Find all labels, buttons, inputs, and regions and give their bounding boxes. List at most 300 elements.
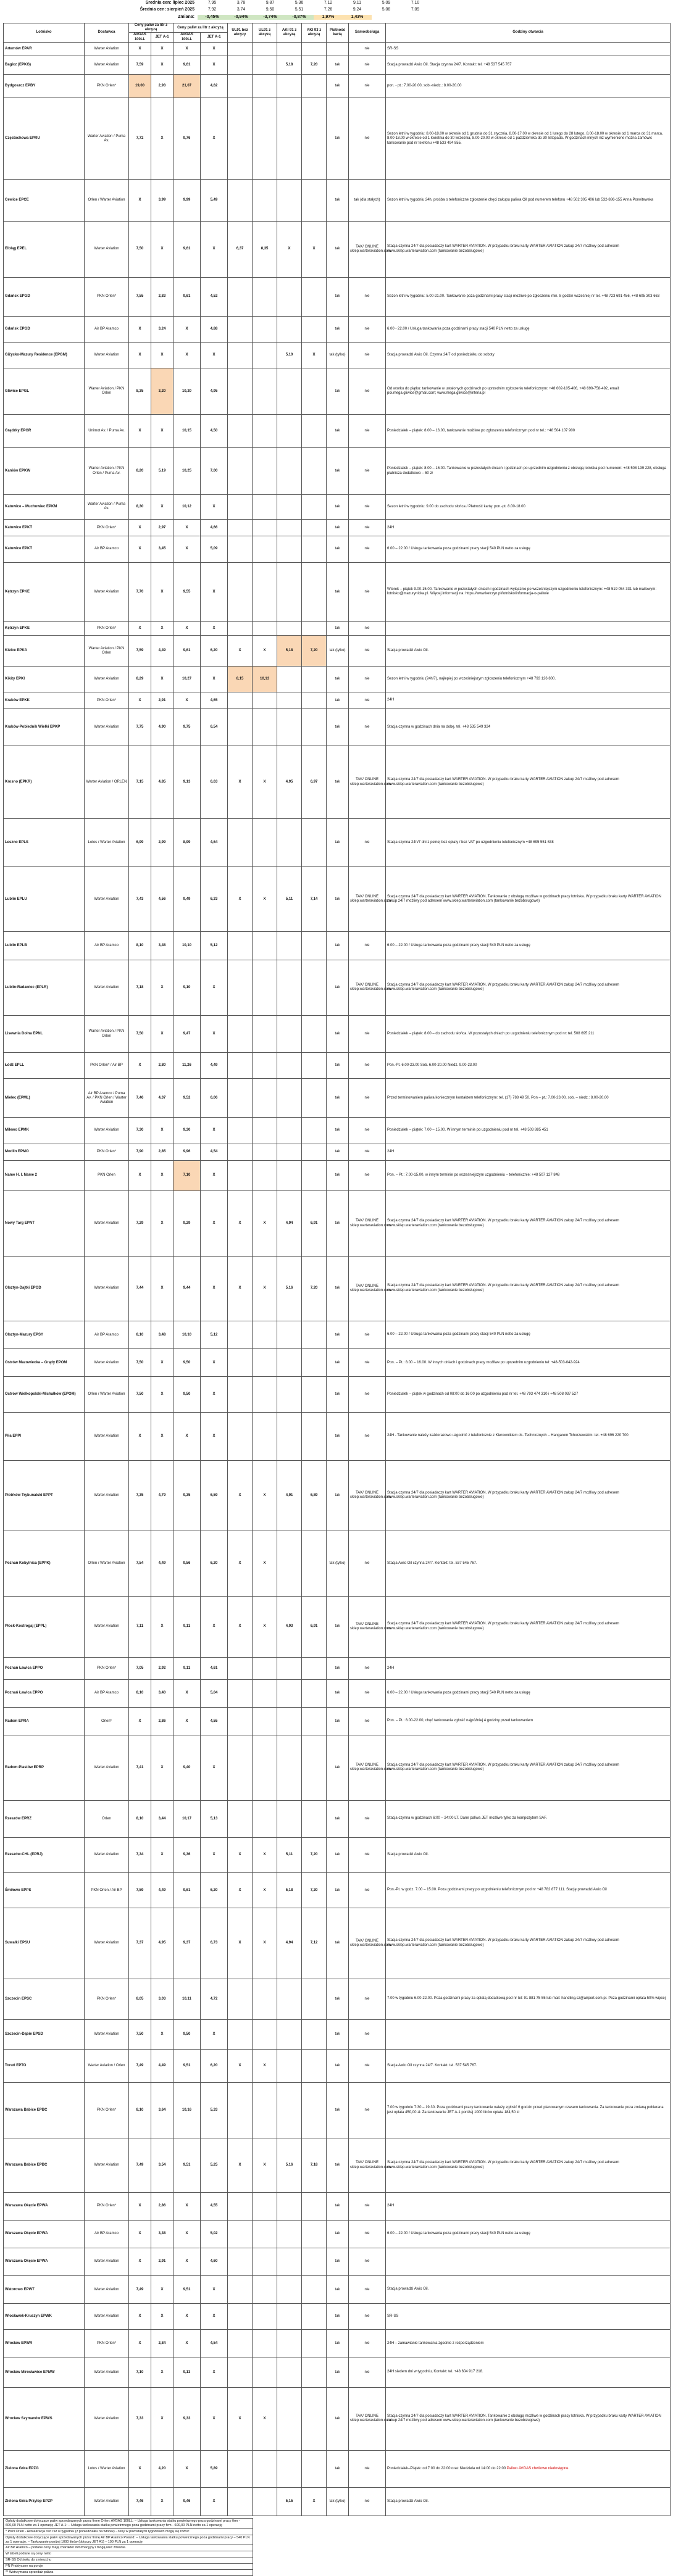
price-cell: X	[228, 1908, 253, 1979]
supplier-name: PKN Orlen	[85, 1160, 129, 1191]
opening-hours-text: 24H	[387, 1666, 395, 1670]
price-cell: X	[173, 2451, 201, 2488]
price-cell: 9,40	[173, 1735, 201, 1800]
price-cell: tak	[327, 621, 349, 636]
price-cell	[228, 56, 253, 75]
summary-value: -0,94%	[227, 15, 256, 20]
supplier-name: Warter Aviation / PKN Orlen	[85, 368, 129, 414]
price-cell	[228, 98, 253, 180]
price-cell: 5,11	[277, 867, 302, 932]
table-row	[4, 709, 671, 746]
price-cell	[302, 1708, 327, 1735]
price-cell: tak (tylko)	[327, 2488, 349, 2516]
price-cell: 2,91	[151, 2248, 173, 2276]
price-cell: 9,61	[173, 636, 201, 667]
price-cell: X	[151, 1256, 173, 1321]
table-row	[4, 2304, 671, 2330]
supplier-name: Warter Aviation	[85, 562, 129, 621]
price-cell: 7,50	[129, 1349, 151, 1377]
price-cell	[253, 415, 277, 448]
price-cell: X	[129, 342, 151, 368]
price-cell: TAK/ ONLINE sklep.warteraviation.com	[349, 1191, 386, 1256]
table-row	[4, 1079, 671, 1118]
opening-hours	[386, 520, 671, 536]
price-cell: nie	[349, 932, 386, 960]
opening-hours-text: Poniedziałek – piątek: 8:00 – 16:00. Tankowanie w pozostałych dniach i godzinach po uprzednim uzgodnieniu z obsługą lotniska pod numerem: +48 508 139 228, obsługa płatnicza dodatkowo – 50 zł	[387, 467, 667, 475]
header-ul91-excise: UL91 z akcyzą	[253, 23, 277, 43]
price-cell	[228, 1412, 253, 1460]
opening-hours	[386, 1144, 671, 1160]
supplier-name: Warter Aviation	[85, 1349, 129, 1377]
price-cell	[302, 2248, 327, 2276]
summary-value: 7,10	[411, 1, 420, 6]
supplier-name: Air BP Aramco	[85, 536, 129, 562]
footnote-text: * PKN Orlen - Aktualizacja cen raz w tygodniu (z poniedziałku na wtorek) - ceny w pozostałych tygodniach mogą się różnić	[4, 2528, 253, 2535]
price-cell	[302, 2276, 327, 2304]
table-row	[4, 1118, 671, 1144]
price-cell: X	[201, 1256, 228, 1321]
airport-name: Kraków-Pobiednik Wielki EPKP	[4, 709, 85, 746]
price-cell: X	[228, 1460, 253, 1531]
price-cell	[228, 2192, 253, 2220]
price-cell: 9,61	[173, 1873, 201, 1908]
opening-hours-text: 24H - Tankowanie należy każdorazowo uzgodnić z telefonicznie z Kierownikiem ds. Technicznych – Hangarem Tchorzewskim: tel. +48 696 220 700	[387, 1434, 629, 1438]
opening-hours	[386, 98, 671, 180]
price-cell: 4,94	[277, 1908, 302, 1979]
airport-name: Warszawa Babice EPBC	[4, 2138, 85, 2192]
price-cell	[228, 709, 253, 746]
price-cell: X	[228, 1837, 253, 1872]
opening-hours-text: Stacja czynna 24h/7 dni z pełnej bez opłaty / bez VAT po uzgodnieniu telefonicznym +48 695 551 638	[387, 840, 554, 844]
price-cell	[228, 1160, 253, 1191]
price-cell	[277, 98, 302, 180]
opening-hours-text: Stacja czynna 24/7 dla posiadaczy kart WARTER AVIATION. W przypadku braku karty WARTER AVIATION zakup 24/7 możliwy pod adresem www.sklep.warteraviation.com (tankowanie bezobsługowe)	[387, 1938, 619, 1947]
opening-hours	[386, 636, 671, 667]
fuel-price-table	[3, 23, 671, 2516]
footnote-text: SR-SS Od świtu do zmierzchu	[4, 2557, 253, 2564]
price-cell	[277, 2083, 302, 2138]
price-cell	[302, 1053, 327, 1079]
supplier-name: PKN Orlen*	[85, 1657, 129, 1679]
opening-hours	[386, 867, 671, 932]
price-cell: 2,92	[151, 1657, 173, 1679]
price-cell: X	[151, 42, 173, 56]
opening-hours-text: Stacja czynna 24/7 dla posiadaczy kart WARTER AVIATION. W przypadku braku karty WARTER AVIATION zakup 24/7 możliwy pod adresem www.sklep.warteraviation.com (tankowanie bezobsługowe)	[387, 1763, 619, 1772]
supplier-name: Warter Aviation	[85, 1412, 129, 1460]
price-cell	[277, 2192, 302, 2220]
opening-hours	[386, 2138, 671, 2192]
price-cell: tak	[327, 1015, 349, 1052]
opening-hours	[386, 316, 671, 342]
price-cell: 10,13	[253, 667, 277, 692]
price-cell	[302, 2220, 327, 2248]
price-cell: nie	[349, 1412, 386, 1460]
price-cell: 5,16	[277, 1256, 302, 1321]
table-row	[4, 98, 671, 180]
footnote-text: Opłaty dodatkowe dotyczące paliw sprzedawanych przez firmę Orlen: AVGAS 100LL: – Usługa tankowania statku powietrznego poza godzinami pracy firm - 600,00 PLN netto za 1 operację JET A-1: – Usługa tankowania statku powietrznego poza godzinami pracy firm - 600,00 PLN netto za 1 operację	[4, 2519, 253, 2529]
price-cell: tak	[327, 1412, 349, 1460]
opening-hours-text: SR-SS	[387, 2314, 399, 2319]
supplier-name: PKN Orlen*	[85, 75, 129, 98]
price-cell: 10,25	[173, 448, 201, 494]
supplier-name: Warter Aviation	[85, 1118, 129, 1144]
price-cell: X	[151, 342, 173, 368]
opening-hours-text: Poniedziałek–Piątek: od 7:00 do 22:00 oraz Niedziela od 14:00 do 22:00	[387, 2466, 506, 2470]
price-cell: 7,41	[129, 1735, 151, 1800]
price-cell: 4,95	[277, 746, 302, 818]
price-cell	[277, 1349, 302, 1377]
airport-name: Częstochowa EPRU	[4, 98, 85, 180]
opening-hours	[386, 448, 671, 494]
table-row	[4, 2138, 671, 2192]
summary-value: 9,87	[265, 1, 275, 6]
price-cell: X	[173, 2248, 201, 2276]
price-cell	[228, 932, 253, 960]
price-cell: 7,18	[302, 2138, 327, 2192]
price-cell: 7,20	[302, 56, 327, 75]
price-cell: nie	[349, 1708, 386, 1735]
price-cell: 2,86	[151, 2192, 173, 2220]
opening-hours	[386, 2304, 671, 2330]
price-cell: 10,11	[173, 1979, 201, 2019]
price-cell	[228, 180, 253, 222]
price-cell	[253, 2019, 277, 2049]
summary-value: 9,50	[265, 7, 275, 12]
price-cell: X	[201, 2276, 228, 2304]
price-cell: tak	[327, 1735, 349, 1800]
supplier-name: Warter Aviation	[85, 1735, 129, 1800]
price-cell: nie	[349, 1321, 386, 1349]
price-cell	[302, 448, 327, 494]
price-cell: tak	[327, 1321, 349, 1349]
footnote-text: Air BP Aramco – podane ceny mają charakter informacyjny i mogą ulec zmianie.	[4, 2545, 253, 2551]
price-cell: tak	[327, 1873, 349, 1908]
opening-hours	[386, 2330, 671, 2358]
table-row	[4, 180, 671, 222]
opening-hours	[386, 746, 671, 818]
opening-hours-text: 24H	[387, 2204, 395, 2208]
opening-hours	[386, 1053, 671, 1079]
price-cell: X	[253, 1837, 277, 1872]
price-cell	[277, 1800, 302, 1837]
price-cell: tak	[327, 667, 349, 692]
price-cell	[277, 2248, 302, 2276]
opening-hours-text: Stacja czynna 24/7 dla posiadaczy kart WARTER AVIATION. Tankowanie z obsługą możliwe w godzinach pracy lotniska. W przypadku braku karty WARTER AVIATION zakup 24/7 możliwy pod adresem www.sklep.warteraviation.com (tankowanie bezobsługowe)	[387, 2414, 661, 2423]
price-cell: X	[151, 1118, 173, 1144]
price-cell	[302, 932, 327, 960]
price-cell: 10,27	[173, 667, 201, 692]
opening-hours	[386, 1531, 671, 1596]
opening-hours	[386, 1377, 671, 1412]
price-cell	[302, 1679, 327, 1707]
summary-value: 5,51	[295, 7, 304, 12]
price-cell: nie	[349, 1160, 386, 1191]
price-cell: nie	[349, 98, 386, 180]
airport-name: Piotrków Trybunalski EPPT	[4, 1460, 85, 1531]
price-cell: 4,94	[277, 1191, 302, 1256]
price-cell: X	[228, 867, 253, 932]
opening-hours	[386, 1191, 671, 1256]
price-cell: 7,75	[129, 709, 151, 746]
price-cell	[277, 2358, 302, 2387]
airport-name: Ostrów Wielkopolski-Michałków (EPOM)	[4, 1377, 85, 1412]
price-cell	[253, 1657, 277, 1679]
price-cell: 2,97	[151, 520, 173, 536]
table-row	[4, 316, 671, 342]
price-cell: 3,44	[151, 1800, 173, 1837]
price-cell: X	[173, 342, 201, 368]
price-cell	[302, 2019, 327, 2049]
price-cell: nie	[349, 818, 386, 866]
supplier-name: Warter Aviation / ORLEN	[85, 746, 129, 818]
price-cell: 8,35	[253, 222, 277, 277]
table-row	[4, 562, 671, 621]
price-cell: 6,91	[302, 1191, 327, 1256]
price-cell: nie	[349, 1015, 386, 1052]
opening-hours	[386, 56, 671, 75]
price-cell: 5,89	[201, 2451, 228, 2488]
supplier-name: PKN Orlen / Air BP	[85, 1873, 129, 1908]
price-cell: 5,18	[277, 636, 302, 667]
opening-hours-text: Stacja czynna 24/7 dla posiadaczy kart WARTER AVIATION. W przypadku braku karty WARTER AVIATION zakup 24/7 możliwy pod adresem www.sklep.warteraviation.com (tankowanie bezobsługowe)	[387, 1284, 619, 1292]
opening-hours	[386, 1908, 671, 1979]
opening-hours	[386, 1596, 671, 1657]
airport-name: Warszawa Babice EPBC	[4, 2083, 85, 2138]
supplier-name: Warter Aviation	[85, 1908, 129, 1979]
price-cell	[302, 1657, 327, 1679]
price-cell: nie	[349, 415, 386, 448]
opening-hours-text: Stacja czynna 24/7 dla posiadaczy kart WARTER AVIATION. W przypadku braku karty WARTER AVIATION zakup 24/7 możliwy pod adresem www.sklep.warteraviation.com (tankowanie bezobsługowe)	[387, 1490, 619, 1500]
price-cell	[228, 621, 253, 636]
price-cell	[228, 42, 253, 56]
price-cell	[302, 415, 327, 448]
price-cell: 3,40	[151, 1679, 173, 1707]
opening-hours-text: Stacja czynna 24/7 dla posiadaczy kart WARTER AVIATION. W przypadku braku karty WARTER AVIATION zakup 24/7 możliwy pod adresem www.sklep.warteraviation.com (tankowanie bezobsługowe)	[387, 778, 619, 786]
opening-hours	[386, 1873, 671, 1908]
price-cell: 19,00	[129, 75, 151, 98]
price-cell	[228, 368, 253, 414]
price-cell: 5,49	[201, 180, 228, 222]
supplier-name: Warter Aviation	[85, 1191, 129, 1256]
opening-hours-text: Stacja czynna w godzinach dnia na dobę, tel. +48 535 549 324	[387, 725, 490, 729]
price-cell: 9,50	[173, 1377, 201, 1412]
table-row	[4, 368, 671, 414]
price-cell: 7,70	[129, 562, 151, 621]
price-cell	[302, 1531, 327, 1596]
supplier-name: Warter Aviation	[85, 2488, 129, 2516]
price-cell: tak	[327, 2304, 349, 2330]
price-cell: 6,54	[201, 709, 228, 746]
price-cell: X	[129, 1708, 151, 1735]
header-ul91: UL91 bez akcyzy	[228, 23, 253, 43]
price-cell: nie	[349, 56, 386, 75]
price-cell: 6,20	[201, 636, 228, 667]
price-cell	[253, 2330, 277, 2358]
table-row	[4, 2019, 671, 2049]
opening-hours	[386, 1079, 671, 1118]
opening-hours-text: 6.00 – 22.00 / Usługa tankowania poza godzinami pracy stacji 540 PLN netto za usługę	[387, 1332, 530, 1337]
price-cell	[277, 1377, 302, 1412]
price-cell: 9,37	[173, 1908, 201, 1979]
price-cell: nie	[349, 2276, 386, 2304]
opening-hours-text: pon. - pt.: 7.00-20.00, sob.-niedz.: 8.00-20.00	[387, 83, 462, 88]
price-cell: 3,03	[151, 1979, 173, 2019]
footnote-text: Opłaty dodatkowe dotyczące paliw sprzedawanych przez firmę Air BP Aramco Poland: – Usługa tankowania statku powietrznego poza godzinami pracy – 540 PLN za 1 operację. – Tankowanie poniżej 1000 litrów (dotyczy JET A1) – 190 PLN za 1 operację	[4, 2535, 253, 2545]
price-cell: 10,12	[173, 494, 201, 520]
price-cell	[253, 2248, 277, 2276]
price-cell	[277, 932, 302, 960]
price-cell: tak	[327, 415, 349, 448]
table-row	[4, 818, 671, 866]
price-cell: X	[201, 2019, 228, 2049]
price-cell: tak	[327, 2138, 349, 2192]
price-cell: X	[129, 1412, 151, 1460]
price-cell: 4,49	[151, 2049, 173, 2082]
price-cell	[228, 1800, 253, 1837]
price-cell: tak	[327, 562, 349, 621]
airport-name: Radom EPRA	[4, 1708, 85, 1735]
summary-value: 7,92	[207, 7, 217, 12]
price-cell	[253, 1708, 277, 1735]
opening-hours-text: Pon.-Pt. w godz. 7.00 – 15.00. Poza godzinami pracy po uzgodnieniu telefonicznym pod nr +48 782 877 111. Stację prowadzi Awio Oil	[387, 1888, 607, 1892]
opening-hours-text: Pon. – Pt.: 8.00-22.00, chęć tankowania zgłosić najpóźniej 4 godziny przed tankowaniem	[387, 1719, 533, 1723]
price-cell: nie	[349, 1679, 386, 1707]
price-cell: X	[201, 621, 228, 636]
price-cell: 5,04	[201, 1679, 228, 1707]
opening-hours	[386, 494, 671, 520]
price-cell	[253, 56, 277, 75]
price-cell: tak	[327, 1118, 349, 1144]
airport-name: Suwałki EPSU	[4, 1908, 85, 1979]
price-cell: nie	[349, 1979, 386, 2019]
price-cell	[253, 98, 277, 180]
table-row	[4, 2488, 671, 2516]
opening-hours-text: Stacja czynna 24/7 dla posiadaczy kart WARTER AVIATION. W przypadku braku karty WARTER AVIATION zakup 24/7 możliwy pod adresem www.sklep.warteraviation.com (tankowanie bezobsługowe)	[387, 244, 619, 253]
price-cell	[302, 536, 327, 562]
price-cell	[228, 2358, 253, 2387]
price-cell	[302, 42, 327, 56]
price-cell: 7,12	[302, 1908, 327, 1979]
price-cell: 9,61	[173, 222, 201, 277]
opening-hours-text: Pon. – Pt.: 7.00-15.00, w innym terminie po wcześniejszym uzgodnieniu – telefonicznie: +48 507 127 848	[387, 1173, 560, 1178]
supplier-name: Air BP Aramco	[85, 316, 129, 342]
airport-name: Katowice – Muchowiec EPKM	[4, 494, 85, 520]
airport-name: Katowice EPKT	[4, 520, 85, 536]
price-cell: X	[151, 1349, 173, 1377]
price-cell	[302, 1160, 327, 1191]
price-cell: nie	[349, 2049, 386, 2082]
airport-name: Rzeszów-CHL (EPRJ)	[4, 1837, 85, 1872]
table-row	[4, 75, 671, 98]
table-row	[4, 1256, 671, 1321]
header-jet: JET A-1	[151, 33, 173, 42]
price-cell: 4,88	[201, 316, 228, 342]
price-cell: X	[253, 1256, 277, 1321]
price-cell: X	[151, 415, 173, 448]
price-cell: nie	[349, 636, 386, 667]
opening-hours-text: Sezon letni w tygodniu: 9.00 do zachodu słońca / Płatność kartą: pon.-pt. 8.00-18.00	[387, 504, 525, 509]
price-cell	[302, 1118, 327, 1144]
price-cell: tak	[327, 746, 349, 818]
opening-hours-text: Wtorek – piątek 9.00-15.00. Tankowanie w pozostałych dniach i godzinach wyłącznie po wcześniejszym uzgodnieniu telefonicznym: +48 519 054 331 lub mailowym: lotnisko@mazurynicka.pl. Więcej informacji na: https://www.ketrzyn.pl/lotnisko/informacja-o-paliwie	[387, 587, 656, 596]
price-cell: X	[173, 1679, 201, 1707]
price-cell	[253, 42, 277, 56]
price-cell	[253, 692, 277, 709]
summary-value: 7,09	[411, 7, 420, 12]
price-cell	[302, 2083, 327, 2138]
price-cell: 4,49	[201, 1053, 228, 1079]
supplier-name: Warter Aviation	[85, 667, 129, 692]
table-row	[4, 2220, 671, 2248]
supplier-name: Air BP Aramco	[85, 2220, 129, 2248]
price-cell: X	[228, 2049, 253, 2082]
opening-hours-text: Stacja Awio Oil czynna 24/7. Kontakt: tel. 537 545 767.	[387, 1561, 477, 1565]
price-cell	[302, 1015, 327, 1052]
supplier-name: Orlen	[85, 1800, 129, 1837]
price-cell: X	[201, 2488, 228, 2516]
price-cell: X	[173, 2330, 201, 2358]
opening-hours-text: Stacja czynna 24/7 dla posiadaczy kart WARTER AVIATION. W przypadku braku karty WARTER AVIATION zakup 24/7 możliwy pod adresem www.sklep.warteraviation.com (tankowanie bezobsługowe)	[387, 983, 619, 992]
opening-hours-text: 6.00 – 22.00 / Usługa tankowania poza godzinami pracy stacji 540 PLN netto za usługę	[387, 943, 530, 947]
price-cell: X	[151, 562, 173, 621]
price-cell: 2,80	[151, 1053, 173, 1079]
price-cell: X	[151, 2019, 173, 2049]
price-cell: X	[201, 1412, 228, 1460]
price-cell: 7,20	[302, 1256, 327, 1321]
price-cell: nie	[349, 75, 386, 98]
table-row	[4, 1837, 671, 1872]
price-cell: nie	[349, 2083, 386, 2138]
summary-value: 9,11	[353, 1, 362, 6]
opening-hours-text: Poniedziałek – piątek w godzinach od 08:00 do 16:00 po uzgodnieniu pod nr tel. +48 793 474 310 i +48 508 037 527	[387, 1392, 579, 1396]
opening-hours	[386, 2083, 671, 2138]
price-cell	[228, 2083, 253, 2138]
price-cell	[302, 2049, 327, 2082]
price-cell: 9,52	[173, 1079, 201, 1118]
price-cell: tak	[327, 1079, 349, 1118]
price-cell	[302, 562, 327, 621]
table-row	[4, 746, 671, 818]
price-cell: 9,99	[173, 180, 201, 222]
price-cell: 7,50	[129, 222, 151, 277]
opening-hours	[386, 1657, 671, 1679]
price-cell	[228, 818, 253, 866]
airport-name: Płock-Kostrogaj (EPPL)	[4, 1596, 85, 1657]
price-cell: 7,37	[129, 1908, 151, 1979]
price-cell: nie	[349, 316, 386, 342]
table-row	[4, 2387, 671, 2450]
price-cell: nie	[349, 2304, 386, 2330]
supplier-name: Warter Aviation / PKN Orlen / Puma Av.	[85, 448, 129, 494]
price-cell	[228, 692, 253, 709]
header-avgas: AVGAS 100LL	[129, 33, 151, 42]
price-cell	[228, 75, 253, 98]
price-cell	[302, 2358, 327, 2387]
price-cell: 2,85	[151, 1144, 173, 1160]
price-cell: X	[173, 1708, 201, 1735]
price-cell	[228, 1349, 253, 1377]
price-cell: tak	[327, 2192, 349, 2220]
airport-name: Leszno EPLS	[4, 818, 85, 866]
price-cell: tak (tylko)	[327, 636, 349, 667]
price-cell	[253, 316, 277, 342]
opening-hours	[386, 1118, 671, 1144]
opening-hours	[386, 1800, 671, 1837]
opening-hours-text: 24H – zamawianie tankowania zgodnie z rozporządzeniem	[387, 2341, 484, 2345]
price-cell	[228, 1015, 253, 1052]
price-cell: tak	[327, 1979, 349, 2019]
price-cell	[253, 709, 277, 746]
